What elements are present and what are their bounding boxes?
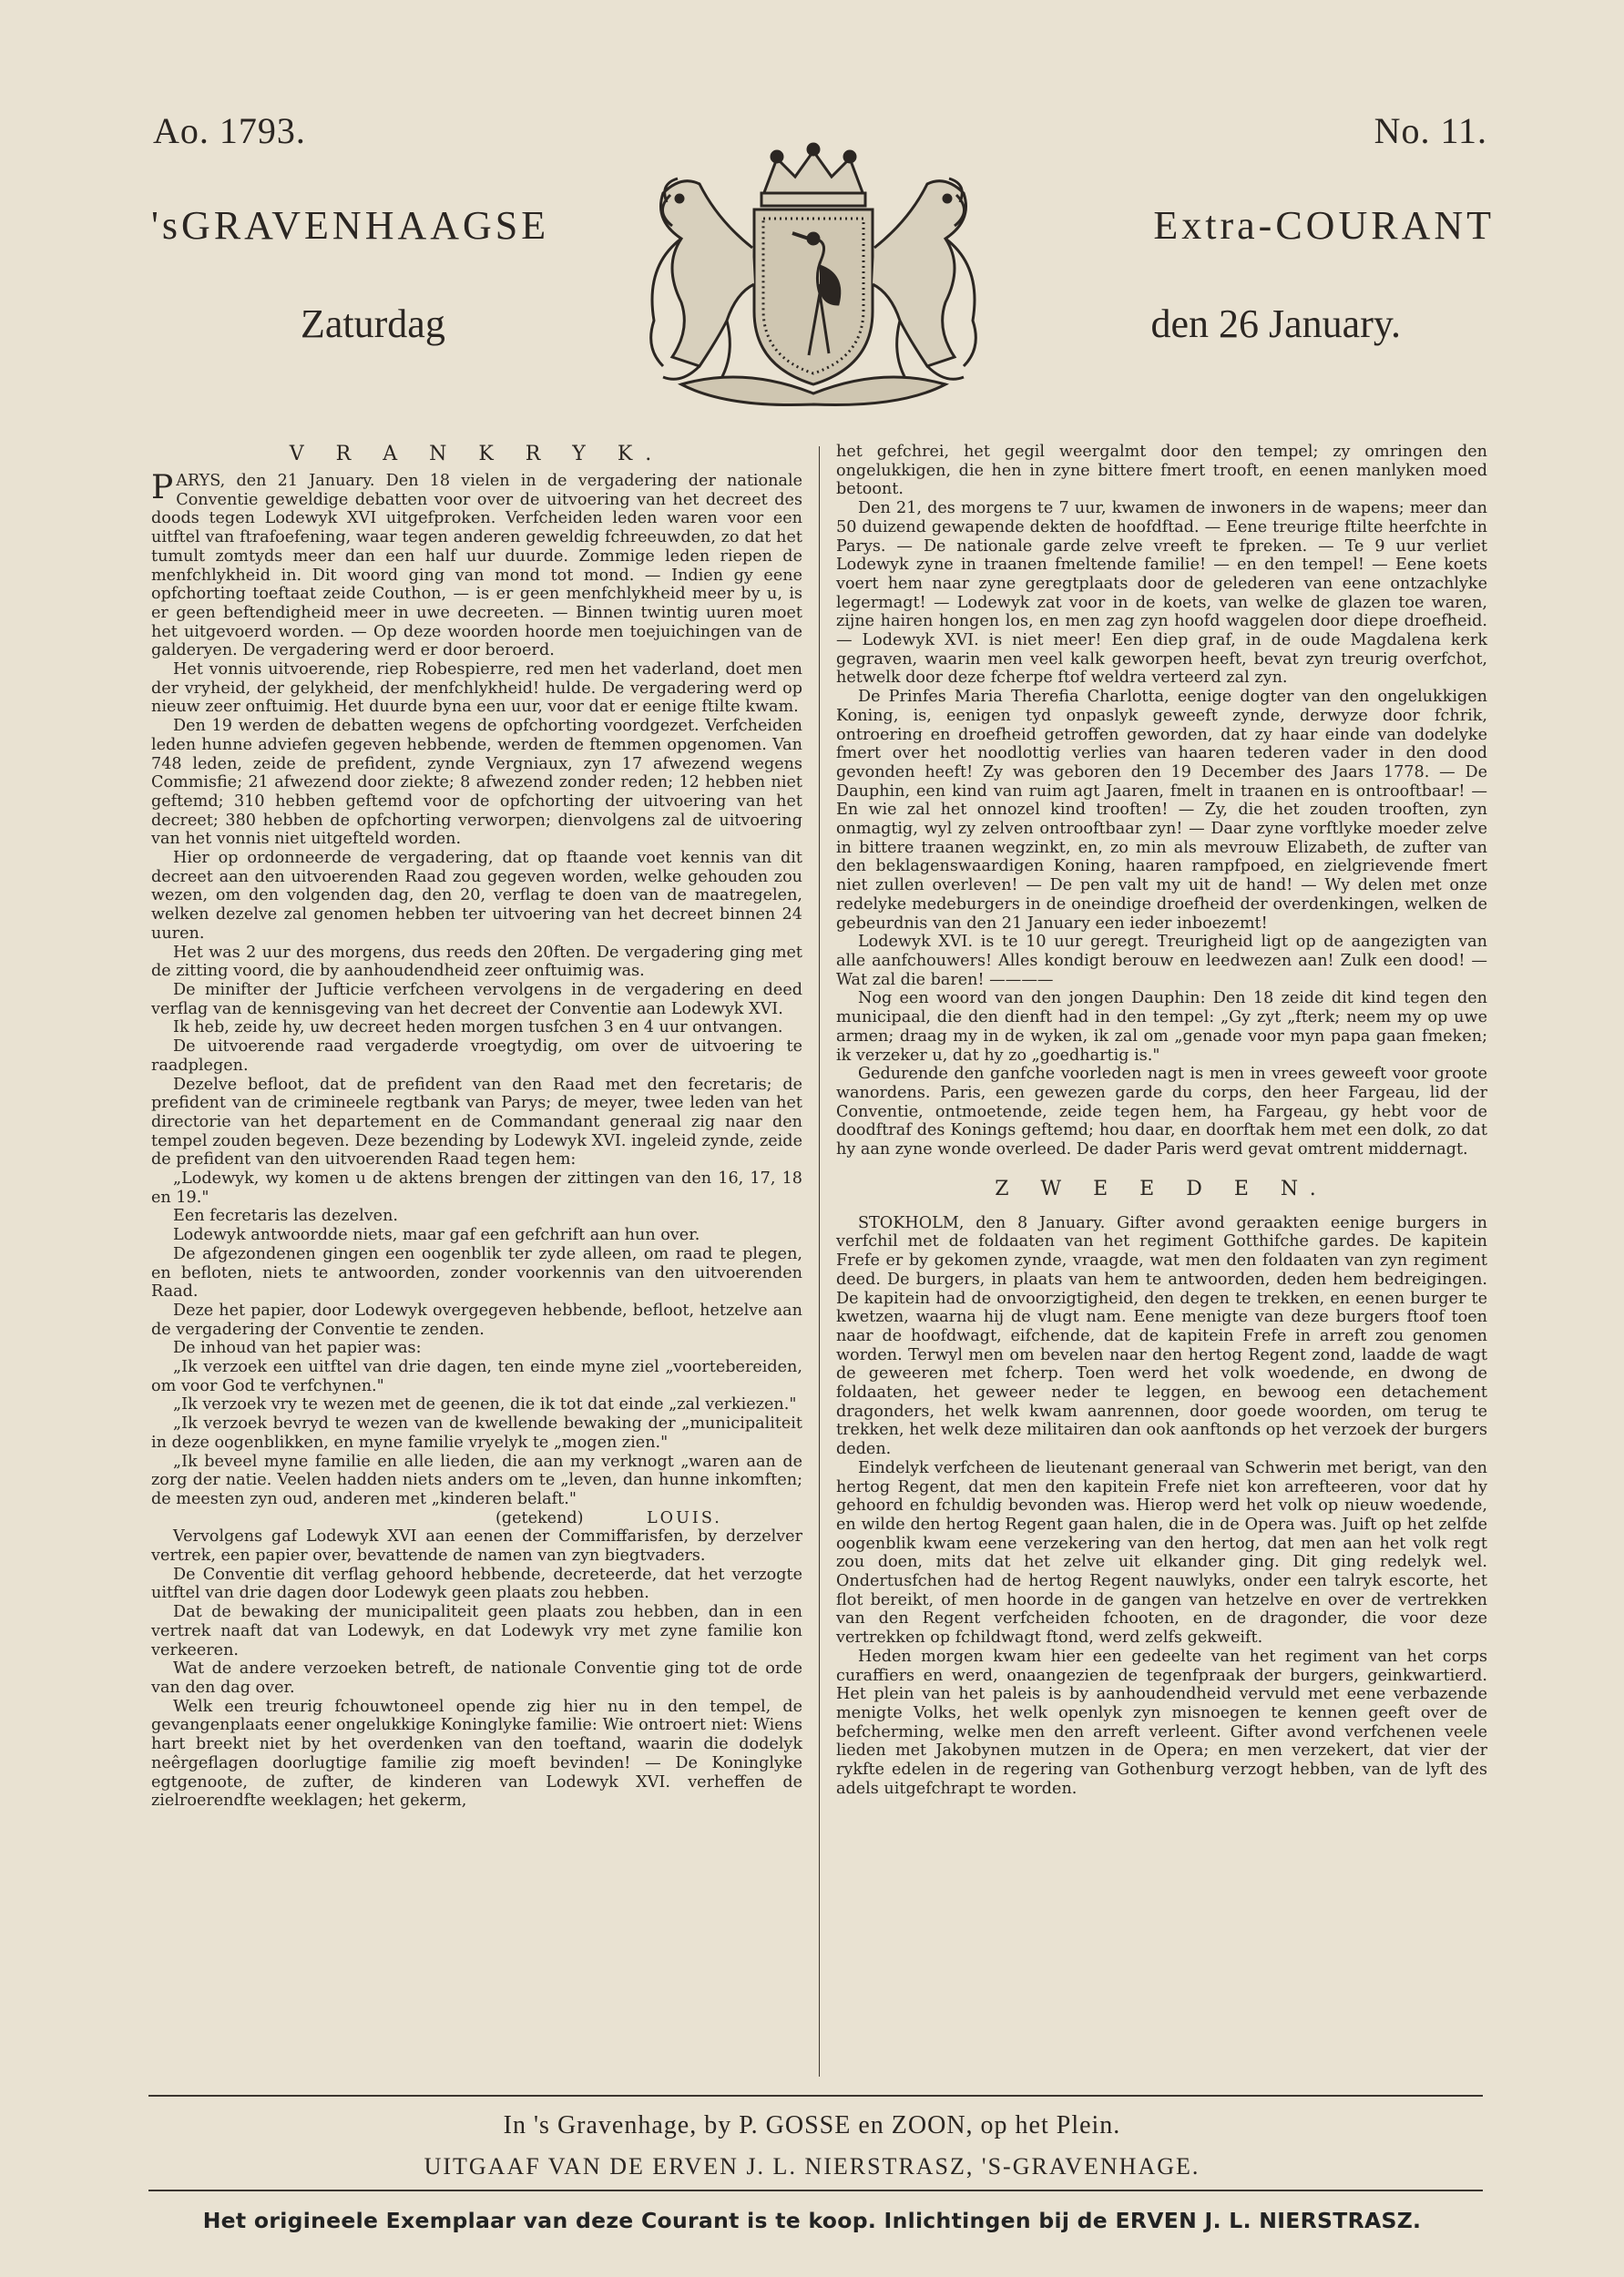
article-paragraph: „Ik verzoek bevryd te wezen van de kwellende bewaking der „municipaliteit in deze oogenblikken, en myne familie vryelyk te „mogen zien."	[151, 1414, 802, 1452]
article-paragraph: De uitvoerende raad vergaderde vroegtydig, om over de uitvoering te raadplegen.	[151, 1037, 802, 1075]
article-paragraph: De afgezondenen gingen een oogenblik ter zyde alleen, om raad te plegen, en befloten, niets te antwoorden, zonder voorkennis van den uitvoerenden Raad.	[151, 1244, 802, 1302]
signed-name: LOUIS.	[647, 1508, 722, 1527]
issue-day: Zaturdag	[301, 301, 445, 346]
article-paragraph: „Ik verzoek vry te wezen met de geenen, die ik tot dat einde „zal verkiezen."	[173, 1395, 797, 1414]
coat-of-arms-stork-lions-icon	[627, 138, 1000, 412]
signature-line	[151, 1509, 802, 1528]
article-paragraph: „Ik beveel myne familie en alle lieden, die aan my verknogt „waren aan de zorg der natie. Veelen hadden niets anders om te „leven, dan hunne inkomften; de meesten zyn oud, anderen met „kinderen belaft."	[151, 1452, 802, 1508]
article-paragraph: Hier op ordonneerde de vergadering, dat op ftaande voet kennis van dit decreet aan den uitvoerenden Raad zou gegeven worden, welke gehouden zou wezen, om den volgenden dag, den 20, verflag te doen van de maatregelen, welken dezelve zal genomen hebben ter uitvoering van het decreet binnen 24 uuren.	[151, 849, 802, 943]
article-paragraph: Welk een treurig fchouwtoneel opende zig hier nu in den tempel, de gevangenplaats eener ongelukkige Koninglyke familie: Wie ontroert niet: Wiens hart breekt niet by het overdenken van den toeftand, waarin die dodelyk neêrgeflagen doorlugtige familie zig moeft bevinden! — De Koninglyke egtgenoote, de zufter, de kinderen van Lodewyk XVI. verheffen de zielroerendfte weeklagen; het gekerm,	[151, 1697, 802, 1811]
column-left	[151, 443, 802, 1811]
issue-year: Ao. 1793.	[153, 110, 306, 151]
article-paragraph: Wat de andere verzoeken betreft, de nationale Conventie ging tot de orde van den dag over.	[151, 1659, 802, 1697]
article-paragraph: Dat de bewaking der municipaliteit geen plaats zou hebben, dan in een vertrek naaft dat van Lodewyk, en dat Lodewyk vry met zyne familie kon verkeeren.	[151, 1603, 802, 1659]
article-paragraph: Ik heb, zeide hy, uw decreet heden morgen tusfchen 3 en 4 uur ontvangen.	[173, 1018, 783, 1037]
article-paragraph: Het was 2 uur des morgens, dus reeds den 20ften. De vergadering ging met de zitting voord, die by aanhoudendheid zeer onftuimig was.	[151, 943, 802, 981]
issue-number: No. 11.	[1374, 110, 1487, 151]
article-paragraph: Lodewyk antwoordde niets, maar gaf een gefchrift aan hun over.	[173, 1226, 700, 1245]
article-paragraph: Heden morgen kwam hier een gedeelte van het regiment van het corps curaffiers en werd, onaangezien de tegenfpraak der burgers, geinkwartierd. Het plein van het paleis is by aanhoudendheid vervuld met eene verbazende menigte Volks, het welk openlyk zyn misnoegen te kennen geeft over de befcherming, welke men den arreft verleent. Gifter avond verfchenen veele lieden met Jakobynen mutzen in de Opera; en men verzekert, dat vier der rykfte edelen in de regering van Gothenburg verzogt hebben, van de lyft des adels uitgefchrapt te worden.	[836, 1647, 1487, 1798]
article-paragraph: Eindelyk verfcheen de lieutenant generaal van Schwerin met berigt, van den hertog Regent, dat men den kapitein Frefe niet kon arrefteeren, voor dat hy gehoord en fchuldig bevonden was. Hierop werd het volk op nieuw woedende, en wilde den hertog Regent gaan halen, die in de Opera was. Juift op het zelfde oogenblik kwam eene verzekering van den hertog, dat men aan het volk regt zou doen, mits dat het zelve uit elkander ging. Dit ging redelyk wel. Ondertusfchen had de hertog Regent nauwlyks, onder een talryk escorte, het flot bereikt, of men hoorde in de gangen van hetzelve en over de vertrekken van den Regent verfcheiden fchooten, en de dragonder, die voor deze vertrekken op fchildwagt ftond, werd zelfs gekweift.	[836, 1458, 1487, 1648]
article-paragraph: Lodewyk XVI. is te 10 uur geregt. Treurigheid ligt op de aangezigten van alle aanfchouwers! Alles kondigt berouw en leedwezen aan! Zulk een dood! — Wat zal die baren! ————	[836, 933, 1487, 989]
section-heading-france: V R A N K R Y K.	[289, 443, 665, 465]
article-paragraph: het gefchrei, het gegil weergalmt door den tempel; zy omringen den ongelukkigen, die hen in zyne bittere fmert trooft, en eenen manlyken moed betoont.	[836, 443, 1487, 499]
footer-rule-bottom	[148, 2190, 1483, 2191]
issue-date: den 26 January.	[1150, 301, 1401, 346]
sale-notice: Het origineele Exemplaar van deze Courant is te koop. Inlichtingen bij de ERVEN J. L. NIERSTRASZ.	[202, 2208, 1422, 2233]
article-paragraph: Een fecretaris las dezelven.	[173, 1207, 398, 1226]
section-heading-sweden: Z W E E D E N.	[995, 1177, 1329, 1200]
article-paragraph: Het vonnis uitvoerende, riep Robespierre, red men het vaderland, doet men der vryheid, der gelykheid, der menfchlykheid! hulde. De vergadering werd op nieuw zeer onftuimig. Het duurde byna een uur, voor dat er eenige ftilte kwam.	[151, 660, 802, 717]
article-paragraph: Vervolgens gaf Lodewyk XVI aan eenen der Commiffarisfen, by derzelver vertrek, een papier over, bevattende de namen van zyn biegtvaders.	[151, 1527, 802, 1566]
imprint-line-2: UITGAAF VAN DE ERVEN J. L. NIERSTRASZ, 'S-GRAVENHAGE.	[424, 2153, 1200, 2180]
article-paragraph: Den 19 werden de debatten wegens de opfchorting voordgezet. Verfcheiden leden hunne adviefen gegeven hebbende, werden de ftemmen opgenomen. Van 748 leden, zeide de prefident, zynde Vergniaux, zyn 17 afwezend wegens Commisfie; 21 afwezend door ziekte; 8 afwezend zonder reden; 12 hebben niet geftemd; 310 hebben geftemd voor de opfchorting der uitvoering van het decreet; 380 hebben de opfchorting verworpen; dienvolgens zal de uitvoering van het vonnis niet uitgefteld worden.	[151, 717, 802, 849]
masthead-title-right: Extra-COURANT	[1153, 203, 1495, 248]
article-paragraph: STOKHOLM, den 8 January. Gifter avond geraakten eenige burgers in verfchil met de foldaaten van het regiment Gotthifche gardes. De kapitein Frefe er by gekomen zynde, vraagde, wat men den foldaaten van zyn regiment deed. De burgers, in plaats van hem te antwoorden, deden hem bedreigingen. De kapitein had de onvoorzigtigheid, den degen te trekken, en eenen burger te kwetzen, waarna hij de vlugt nam. Eene menigte van deze burgers ftoof toen naar de hoofdwagt, eifchende, dat de kapitein Frefe in arreft zou genomen worden. Terwyl men om bevelen naar den hertog Regent zond, laadde de wagt de geweeren met fcherp. Toen werd het volk woedende, en dwong de foldaaten, het geweer neder te leggen, en bewoog een detachement dragonders, het welk kwam aanrennen, door goede woorden, om terug te trekken, het welk deze militairen dan ook aanftonds op het verzoek der burgers deden.	[836, 1213, 1487, 1459]
article-paragraph: De minifter der Jufticie verfcheen vervolgens in de vergadering en deed verflag van de kennisgeving van het decreet der Conventie aan Lodewyk XVI.	[151, 980, 802, 1018]
imprint-line-1: In 's Gravenhage, by P. GOSSE en ZOON, op het Plein.	[503, 2111, 1121, 2139]
signed-label: (getekend)	[495, 1508, 584, 1527]
masthead-title-left: 'sGRAVENHAAGSE	[151, 203, 550, 248]
article-paragraph: De inhoud van het papier was:	[173, 1339, 422, 1358]
column-right	[836, 443, 1487, 1799]
footer-rule-top	[148, 2095, 1483, 2097]
article-paragraph: „Ik verzoek een uitftel van drie dagen, ten einde myne ziel „voortebereiden, om voor God te verfchynen."	[151, 1358, 802, 1395]
article-paragraph: PARYS, den 21 January. Den 18 vielen in de vergadering der nationale Conventie geweldige debatten voor over de uitvoering van het decreet des doods tegen Lodewyk XVI uitgefproken. Verfcheiden leden waren voor een uitftel van ftrafoefening, waar tegen anderen geweldig fchreeuwden, zo dat het tumult zomtyds meer dan een half uur duurde. Zommige leden riepen de menfchlykheid in. Dit woord ging van mond tot mond. — Indien gy eene opfchorting toeftaat zeide Couthon, — is er geen menfchlykheid meer by u, is er geen beftendigheid meer in uwe decreeten. — Binnen twintig uuren moet het uitgevoerd worden. — Op deze woorden hoorde men toejuichingen van de galderyen. De vergadering werd er door beroerd.	[151, 469, 802, 660]
column-divider	[819, 446, 820, 2077]
article-paragraph: De Conventie dit verflag gehoord hebbende, decreteerde, dat het verzogte uitftel van drie dagen door Lodewyk geen plaats zou hebben.	[151, 1565, 802, 1603]
article-paragraph: De Prinfes Maria Therefia Charlotta, eenige dogter van den ongelukkigen Koning, is, eenigen tyd onpaslyk geweeft zynde, derwyze door fchrik, ontroering en droefheid getroffen geworden, dat zy haar einde van dodelyke fmert over het noodlottig verlies van haaren tederen vader in den dood gevonden heeft! Zy was geboren den 19 December des Jaars 1778. — De Dauphin, een kind van ruim agt Jaaren, fmelt in traanen en is ontrooftbaar! — En wie zal het onnozel kind trooften! — Zy, die het zouden trooften, zyn onmagtig, wyl zy zelven ontrooftbaar zyn! — Daar zyne vorftlyke moeder zelve in bittere traanen wegzinkt, en, zo min als mevrouw Elizabeth, de zufter van den beklagenswaardigen Koning, haaren rampfpoed, en zielgrievende fmert niet zullen overleven! — De pen valt my uit de hand! — Wy delen met onze redelyke medeburgers in de oneindige droefheid der overdenkingen, welken de gebeurdnis van den 21 January een ieder inboezemt!	[836, 688, 1487, 933]
article-paragraph: „Lodewyk, wy komen u de aktens brengen der zittingen van den 16, 17, 18 en 19."	[151, 1169, 802, 1207]
article-paragraph: Gedurende den ganfche voorleden nagt is men in vrees geweeft voor groote wanordens. Paris, een gewezen garde du corps, den heer Fargeau, lid der Conventie, ontmoetende, zeide tegen hem, ha Fargeau, gy hebt voor de doodftraf des Konings geftemd; hou daar, en doorftak hem met een dolk, zo dat hy aan zyne wonde overleed. De dader Paris werd gevat omtrent middernagt.	[836, 1065, 1487, 1159]
article-paragraph: Deze het papier, door Lodewyk overgegeven hebbende, befloot, hetzelve aan de vergadering der Conventie te zenden.	[151, 1301, 802, 1339]
drop-cap: P	[151, 469, 174, 506]
article-paragraph: Den 21, des morgens te 7 uur, kwamen de inwoners in de wapens; meer dan 50 duizend gewapende dekten de hoofdftad. — Eene treurige ftilte heerfchte in Parys. — De nationale garde zelve vreeft te fpreken. — Te 9 uur verliet Lodewyk zyne in traanen fmeltende familie! — en den tempel! — Eene koets voert hem naar zyne geregtplaats door de gelederen van eene ontzachlyke legermagt! — Lodewyk zat voor in de koets, van welke de glazen toe waren, zijne hairen hongen los, en men zag zyn hoofd waggelen door diepe droefheid. — Lodewyk XVI. is niet meer! Een diep graf, in de oude Magdalena kerk gegraven, waarin men veel kalk geworpen heeft, bevat zyn treurig overfchot, hetwelk door deze fcherpe ftof weldra verteerd zal zyn.	[836, 499, 1487, 688]
article-paragraph: Dezelve befloot, dat de prefident van den Raad met den fecretaris; de prefident van de crimineele regtbank van Parys; de meyer, twee leden van het directorie van het departement en de Commandant generaal zig naar den tempel zouden begeven. Deze bezending by Lodewyk XVI. ingeleid zynde, zeide de prefident van den uitvoerenden Raad tegen hem:	[151, 1075, 802, 1169]
article-paragraph: Nog een woord van den jongen Dauphin: Den 18 zeide dit kind tegen den municipaal, die den dienft had in den tempel: „Gy zyt „fterk; neem my op uwe armen; draag my in de wyken, ik zal om „genade voor myn papa gaan fmeken; ik verzeker u, dat hy zo „goedhartig is."	[836, 989, 1487, 1065]
